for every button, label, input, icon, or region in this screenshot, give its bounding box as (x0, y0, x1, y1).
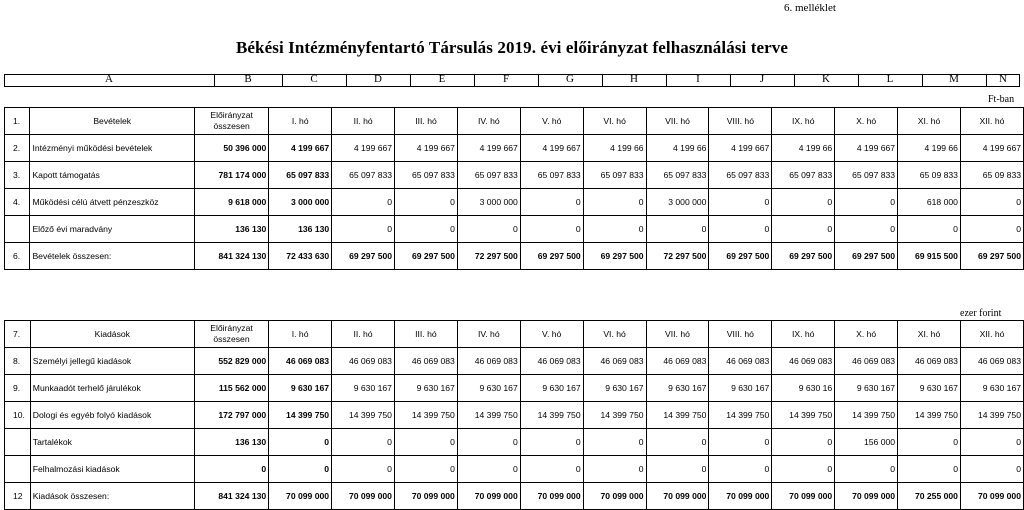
month-header: III. hó (395, 108, 458, 135)
month-value: 69 297 500 (960, 243, 1023, 270)
row-label: Kapott támogatás (30, 162, 195, 189)
month-value: 0 (583, 189, 646, 216)
month-value: 4 199 667 (332, 135, 395, 162)
month-value: 14 399 750 (898, 402, 961, 429)
total-header-line2: összesen (213, 121, 250, 131)
month-value: 65 097 833 (457, 162, 520, 189)
row-total: 50 396 000 (194, 135, 268, 162)
month-header: III. hó (394, 321, 457, 348)
table-row (5, 243, 1024, 270)
month-value: 4 199 66 (583, 135, 646, 162)
month-value: 4 199 667 (835, 135, 898, 162)
month-value: 4 199 667 (709, 135, 772, 162)
month-value: 0 (960, 216, 1023, 243)
month-value: 0 (394, 456, 457, 483)
month-value: 0 (457, 216, 520, 243)
month-value: 9 630 167 (898, 375, 961, 402)
row-total: 841 324 130 (194, 243, 268, 270)
month-header: IV. hó (457, 321, 520, 348)
row-label: Működési célú átvett pénzeszköz (30, 189, 195, 216)
row-total: 781 174 000 (194, 162, 268, 189)
month-value: 0 (646, 429, 709, 456)
month-value: 0 (898, 429, 961, 456)
row-number (5, 216, 30, 243)
month-value: 4 199 66 (772, 135, 835, 162)
row-total: 9 618 000 (194, 189, 268, 216)
month-value: 46 069 083 (269, 348, 332, 375)
month-header: IV. hó (457, 108, 520, 135)
month-value: 3 000 000 (457, 189, 520, 216)
month-value: 4 199 66 (646, 135, 709, 162)
month-value: 69 297 500 (332, 243, 395, 270)
column-letter: H (630, 73, 638, 85)
month-value: 0 (332, 216, 395, 243)
column-divider (410, 74, 411, 87)
month-value: 3 000 000 (269, 189, 332, 216)
month-value: 0 (395, 189, 458, 216)
table-row (5, 402, 1024, 429)
month-value: 0 (709, 216, 772, 243)
month-value: 65 09 833 (898, 162, 961, 189)
month-value: 72 297 500 (457, 243, 520, 270)
section-label: Bevételek (30, 108, 195, 135)
month-value: 69 297 500 (772, 243, 835, 270)
month-value: 0 (269, 456, 332, 483)
month-value: 65 097 833 (332, 162, 395, 189)
month-value: 14 399 750 (394, 402, 457, 429)
month-value: 9 630 167 (394, 375, 457, 402)
month-value: 0 (332, 189, 395, 216)
column-letter: G (566, 73, 574, 85)
month-value: 9 630 167 (457, 375, 520, 402)
total-header-line2: összesen (213, 334, 250, 344)
row-label: Felhalmozási kiadások (30, 456, 194, 483)
row-total: 136 130 (194, 216, 268, 243)
row-number: 2. (5, 135, 30, 162)
column-letter: K (822, 73, 830, 85)
month-value: 65 097 833 (835, 162, 898, 189)
month-value: 0 (520, 429, 583, 456)
annex-label: 6. melléklet (784, 2, 836, 14)
row-label: Intézményi működési bevételek (30, 135, 195, 162)
month-header: II. hó (332, 108, 395, 135)
row-number (5, 429, 31, 456)
row-number: 1. (5, 108, 30, 135)
row-number (5, 456, 31, 483)
total-header (194, 321, 268, 348)
month-header: XII. hó (960, 321, 1023, 348)
table-row (5, 348, 1024, 375)
table-row (5, 375, 1024, 402)
month-value: 70 099 000 (646, 483, 709, 510)
month-value: 14 399 750 (332, 402, 395, 429)
month-value: 0 (835, 456, 898, 483)
expenditure-unit: ezer forint (960, 308, 1002, 319)
month-value: 0 (520, 216, 583, 243)
column-letter: F (502, 73, 510, 85)
column-divider (602, 74, 603, 87)
month-value: 0 (394, 429, 457, 456)
month-value: 70 099 000 (394, 483, 457, 510)
month-value: 156 000 (835, 429, 898, 456)
month-value: 0 (835, 189, 898, 216)
row-label: Dologi és egyéb folyó kiadások (30, 402, 194, 429)
row-number: 3. (5, 162, 30, 189)
row-label: Előző évi maradvány (30, 216, 195, 243)
month-value: 4 199 667 (457, 135, 520, 162)
page-title: Békési Intézményfentartó Társulás 2019. évi előirányzat felhasználási terve (235, 38, 789, 57)
month-value: 69 297 500 (709, 243, 772, 270)
month-header: V. hó (520, 321, 583, 348)
row-total: 0 (194, 456, 268, 483)
month-value: 0 (709, 429, 772, 456)
column-letter: J (759, 73, 765, 85)
month-value: 4 199 667 (269, 135, 332, 162)
row-number: 10. (5, 402, 31, 429)
column-letter: E (438, 73, 446, 85)
total-header-line1: Előirányzat (210, 323, 253, 333)
month-value: 0 (646, 456, 709, 483)
month-value: 65 097 833 (269, 162, 332, 189)
column-divider (666, 74, 667, 87)
month-value: 69 297 500 (835, 243, 898, 270)
month-value: 4 199 66 (898, 135, 961, 162)
table-row (5, 189, 1024, 216)
row-label: Tartalékok (30, 429, 194, 456)
month-value: 65 097 833 (395, 162, 458, 189)
month-value: 70 099 000 (772, 483, 835, 510)
section-label: Kiadások (30, 321, 194, 348)
month-value: 46 069 083 (520, 348, 583, 375)
table-row (5, 135, 1024, 162)
column-divider (986, 74, 987, 87)
month-header: II. hó (332, 321, 395, 348)
month-value: 136 130 (269, 216, 332, 243)
month-header: XII. hó (960, 108, 1023, 135)
month-value: 70 099 000 (269, 483, 332, 510)
month-value: 0 (898, 216, 961, 243)
month-value: 0 (772, 189, 835, 216)
month-value: 9 630 167 (332, 375, 395, 402)
month-value: 65 097 833 (583, 162, 646, 189)
column-letter: A (105, 73, 113, 85)
column-letter: B (244, 73, 252, 85)
month-value: 69 297 500 (583, 243, 646, 270)
column-divider (922, 74, 923, 87)
month-value: 9 630 16 (772, 375, 835, 402)
column-divider (474, 74, 475, 87)
month-value: 70 099 000 (520, 483, 583, 510)
header-row (5, 108, 1024, 135)
month-value: 0 (332, 429, 395, 456)
month-value: 46 069 083 (583, 348, 646, 375)
column-divider (538, 74, 539, 87)
column-letter: L (886, 73, 894, 85)
row-number: 7. (5, 321, 31, 348)
month-header: VIII. hó (709, 108, 772, 135)
month-value: 0 (395, 216, 458, 243)
month-header: I. hó (269, 321, 332, 348)
month-value: 0 (898, 456, 961, 483)
month-value: 70 255 000 (898, 483, 961, 510)
expenditure-table (4, 320, 1024, 510)
column-letter: N (999, 73, 1007, 85)
month-value: 9 630 167 (960, 375, 1023, 402)
month-header: XI. hó (898, 321, 961, 348)
month-header: IX. hó (772, 108, 835, 135)
row-total: 172 797 000 (194, 402, 268, 429)
column-divider (282, 74, 283, 87)
month-value: 9 630 167 (646, 375, 709, 402)
row-label: Munkaadót terhelő járulékok (30, 375, 194, 402)
month-value: 0 (772, 429, 835, 456)
month-value: 46 069 083 (394, 348, 457, 375)
month-value: 46 069 083 (772, 348, 835, 375)
month-value: 9 630 167 (583, 375, 646, 402)
month-header: IX. hó (772, 321, 835, 348)
month-value: 0 (583, 456, 646, 483)
header-row (5, 321, 1024, 348)
month-header: VII. hó (646, 108, 709, 135)
month-value: 65 097 833 (646, 162, 709, 189)
table-row (5, 429, 1024, 456)
month-value: 69 297 500 (520, 243, 583, 270)
month-value: 4 199 667 (395, 135, 458, 162)
column-letter: D (374, 73, 382, 85)
row-number: 4. (5, 189, 30, 216)
month-value: 70 099 000 (709, 483, 772, 510)
month-value: 9 630 167 (520, 375, 583, 402)
row-number: 6. (5, 243, 30, 270)
row-number: 12 (5, 483, 31, 510)
row-total: 136 130 (194, 429, 268, 456)
table-row (5, 483, 1024, 510)
month-value: 9 630 167 (269, 375, 332, 402)
month-value: 14 399 750 (960, 402, 1023, 429)
month-value: 0 (646, 216, 709, 243)
month-value: 0 (772, 456, 835, 483)
month-header: XI. hó (898, 108, 961, 135)
month-value: 618 000 (898, 189, 961, 216)
revenue-table (4, 107, 1024, 270)
month-value: 0 (332, 456, 395, 483)
month-value: 70 099 000 (960, 483, 1023, 510)
month-value: 14 399 750 (835, 402, 898, 429)
month-value: 9 630 167 (709, 375, 772, 402)
month-value: 0 (520, 189, 583, 216)
month-value: 46 069 083 (457, 348, 520, 375)
month-value: 4 199 667 (960, 135, 1023, 162)
month-value: 70 099 000 (583, 483, 646, 510)
month-value: 4 199 667 (520, 135, 583, 162)
month-value: 0 (960, 429, 1023, 456)
month-value: 0 (269, 429, 332, 456)
column-letter: C (310, 73, 318, 85)
row-number: 8. (5, 348, 31, 375)
month-value: 14 399 750 (772, 402, 835, 429)
month-value: 14 399 750 (583, 402, 646, 429)
month-value: 0 (835, 216, 898, 243)
column-letter: M (949, 73, 959, 85)
row-label: Bevételek összesen: (30, 243, 195, 270)
row-total: 552 829 000 (194, 348, 268, 375)
month-value: 46 069 083 (709, 348, 772, 375)
month-header: X. hó (835, 108, 898, 135)
row-total: 115 562 000 (194, 375, 268, 402)
month-value: 0 (772, 216, 835, 243)
month-value: 46 069 083 (960, 348, 1023, 375)
month-value: 0 (457, 456, 520, 483)
month-header: I. hó (269, 108, 332, 135)
row-number: 9. (5, 375, 31, 402)
month-value: 72 433 630 (269, 243, 332, 270)
month-header: VI. hó (583, 321, 646, 348)
month-value: 65 09 833 (960, 162, 1023, 189)
column-divider (346, 74, 347, 87)
column-divider (730, 74, 731, 87)
column-letter: I (696, 73, 700, 85)
total-header (194, 108, 268, 135)
month-value: 46 069 083 (646, 348, 709, 375)
revenue-unit: Ft-ban (988, 94, 1015, 105)
row-label: Személyi jellegű kiadások (30, 348, 194, 375)
table-row (5, 216, 1024, 243)
month-value: 72 297 500 (646, 243, 709, 270)
month-header: VIII. hó (709, 321, 772, 348)
month-value: 70 099 000 (332, 483, 395, 510)
table-row (5, 456, 1024, 483)
column-divider (794, 74, 795, 87)
table-row (5, 162, 1024, 189)
month-value: 14 399 750 (520, 402, 583, 429)
month-header: X. hó (835, 321, 898, 348)
month-value: 46 069 083 (332, 348, 395, 375)
month-header: VII. hó (646, 321, 709, 348)
month-value: 69 297 500 (395, 243, 458, 270)
month-value: 0 (583, 429, 646, 456)
month-value: 14 399 750 (269, 402, 332, 429)
month-value: 0 (709, 189, 772, 216)
month-value: 69 915 500 (898, 243, 961, 270)
month-value: 65 097 833 (772, 162, 835, 189)
month-value: 0 (960, 456, 1023, 483)
month-value: 14 399 750 (646, 402, 709, 429)
month-value: 0 (520, 456, 583, 483)
month-value: 65 097 833 (520, 162, 583, 189)
column-divider (858, 74, 859, 87)
month-header: VI. hó (583, 108, 646, 135)
column-divider (214, 74, 215, 87)
month-value: 0 (709, 456, 772, 483)
month-value: 0 (960, 189, 1023, 216)
month-value: 0 (457, 429, 520, 456)
row-total: 841 324 130 (194, 483, 268, 510)
row-label: Kiadások összesen: (30, 483, 194, 510)
month-value: 70 099 000 (457, 483, 520, 510)
month-value: 14 399 750 (457, 402, 520, 429)
month-value: 46 069 083 (835, 348, 898, 375)
month-value: 65 097 833 (709, 162, 772, 189)
month-value: 3 000 000 (646, 189, 709, 216)
month-value: 46 069 083 (898, 348, 961, 375)
month-value: 9 630 167 (835, 375, 898, 402)
month-value: 0 (583, 216, 646, 243)
total-header-line1: Előirányzat (210, 110, 253, 120)
month-value: 70 099 000 (835, 483, 898, 510)
month-value: 14 399 750 (709, 402, 772, 429)
month-header: V. hó (520, 108, 583, 135)
